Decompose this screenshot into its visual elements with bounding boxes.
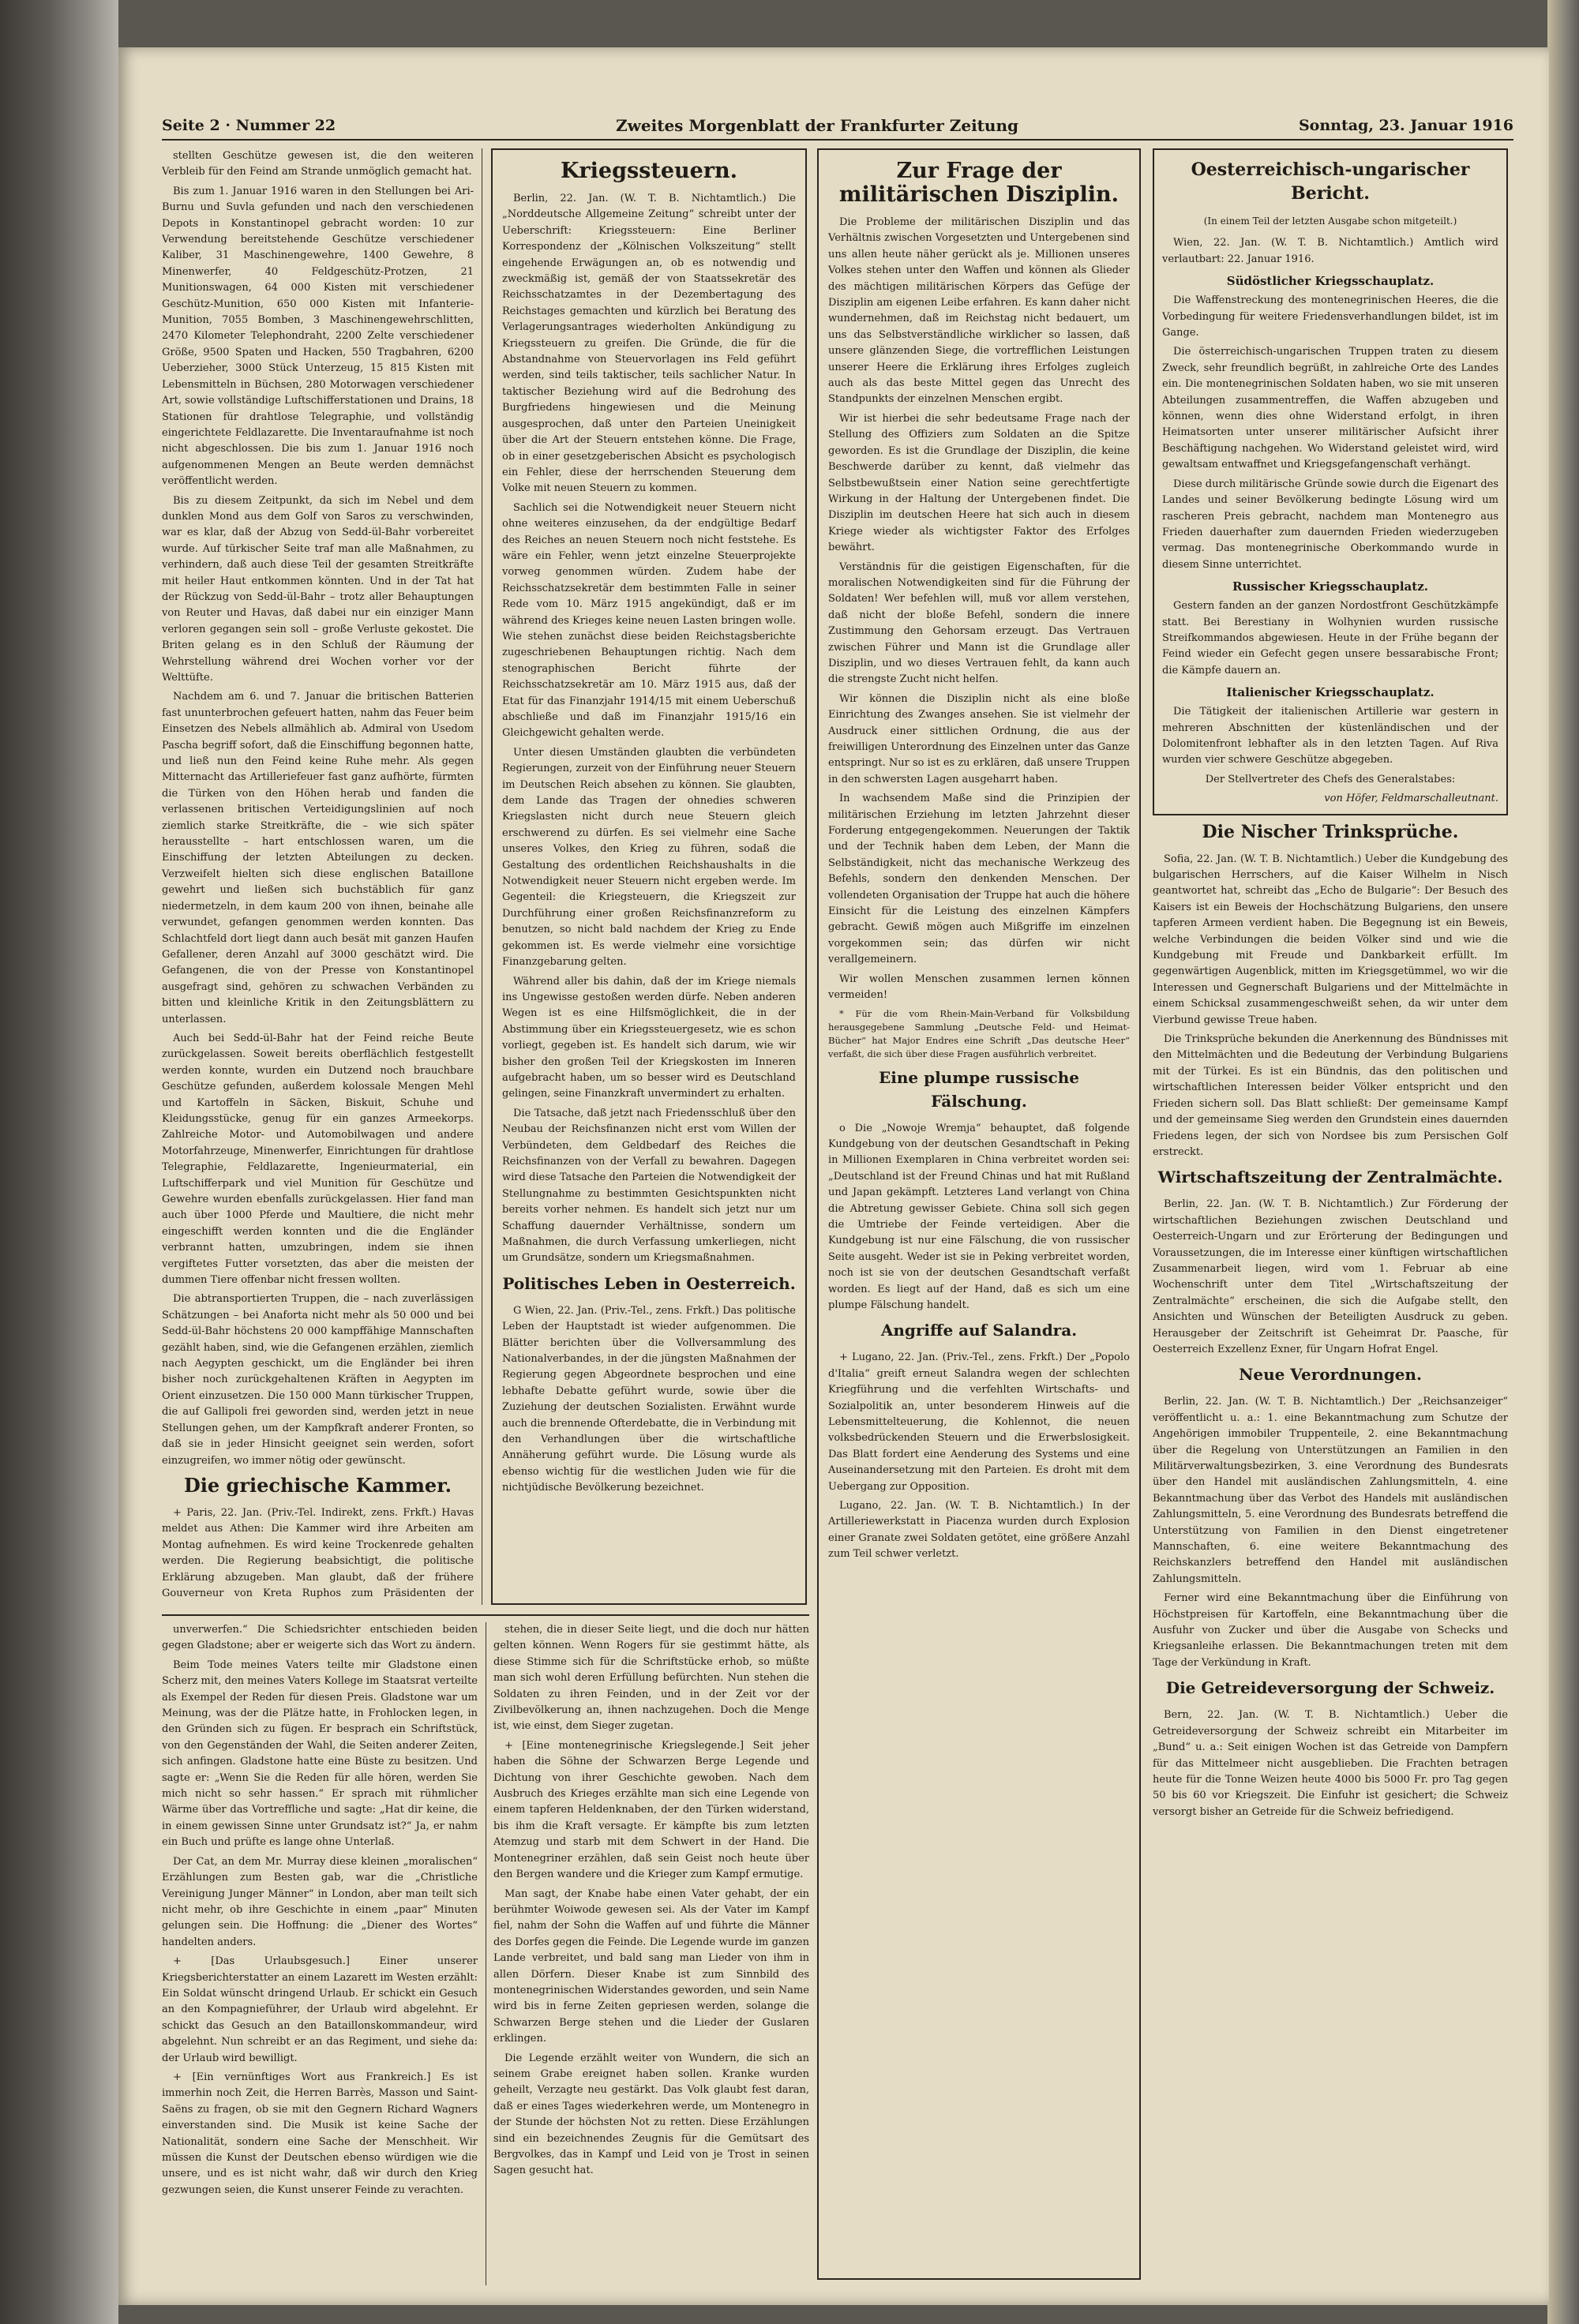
paragraph: o Die „Nowoje Wremja“ behauptet, daß folgende Kundgebung von der deutschen Gesandtschaft in Peking in Millionen Exemplaren in China verbreitet worden sei: „Deutschland ist der Freund Chinas und hat mit Rußland und Japan gekämpft. Letzteres Land verlangt von China die Abtretung gewisser Gebiete. China soll sich gegen die Umtriebe der Feinde verteidigen. Aber die Kundgebung ist nur eine Fälschung, die von russischer Seite ausgeht. Weder ist sie in Peking verbreitet worden, noch ist sie von der deutschen Gesandtschaft verfaßt worden. Es liegt auf der Hand, daß es sich um eine plumpe Fälschung handelt. [828,1122,1130,1311]
austria-politics-body [502,1303,796,1497]
paragraph: stehen, die in dieser Seite liegt, und die doch nur hätten gelten können. Wenn Rogers für sie gestimmt hätte, als diese Stimme sich für die Schriftstücke erhob, so müßte man sich wohl deren Erfüllung befürchten. Nun stehen die Soldaten zu ihren Feinden, und in der Zeit vor der Zivilbevölkerung an, ihnen nachzugehen. Doch die Menge ist, wie einst, dem Sieger zugetan. [493,1624,809,1733]
paragraph: Die abtransportierten Truppen, die – nach zuverlässigen Schätzungen – bei Anaforta nicht mehr als 50 000 und bei Sedd-ül-Bahr höchstens 20 000 kampffähige Mannschaften gezählt haben, sind, wie die Gefangenen erzählen, ziemlich nach Aegypten geschickt, um die Engländer bei ihren bisher noch zurückgehaltenen Kräften in Aegypten im Orient einzusetzen. Die 150 000 Mann türkischer Truppen, die auf Gallipoli frei geworden sind, werden jetzt in neue Stellungen gehen, um der Kampfkraft anderer Fronten, so daß sie in jeder Hinsicht geeignet sein werden, sofort einzugreifen, wo immer nötig oder gewünscht. [162,1293,474,1467]
newspaper-page [118,47,1549,2305]
paragraph: Wir ist hierbei die sehr bedeutsame Frage nach der Stellung des Offiziers zum Soldaten an die Spitze geworden. Es ist die Grundlage der Disziplin, die keine Beschwerde darüber zu kennt, daß vielmehr das Selbstbewußtsein einer Nation seine gerechtfertigte Wirkung in der Haltung der Untergebenen findet. Die Disziplin im deutschen Heere hat sich auch in diesem Kriege wieder als wichtigster Faktor des Erfolges bewährt. [828,412,1130,554]
headline-austria-politics: Politisches Leben in Oesterreich. [502,1273,796,1293]
paragraph: Ferner wird eine Bekanntmachung über die Einführung von Höchstpreisen für Kartoffeln, eine Bekanntmachung über die Ausfuhr von Zucker und über die Ausgabe von Schecks und Kriegsanleihe erlassen. Die Bekanntmachungen treten mit dem Tage der Verkündung in Kraft. [1153,1592,1508,1669]
article-box-discipline [817,148,1141,2280]
austro-hungarian-report-box [1153,148,1508,815]
paragraph: Die Tatsache, daß jetzt nach Friedensschluß über den Neubau der Reichsfinanzen nicht erst vom Willen der Verbündeten, dem Geldbedarf des Reiches die Reichsfinanzen von der Verfall zu bewahren. Dagegen wird diese Tatsache den Parteien die Notwendigkeit der Stellungnahme zu bestimmten Gesichtspunkten nicht bereits vorher nehmen. Es handelt sich jetzt nur um Schaffung dauernder Verhältnisse, sondern um Maßnahmen, die durch Verfassung umkerliegen, nicht um Grundsätze, sondern um Kriegsmaßnahmen. [502,1107,796,1265]
paragraph: Wir können die Disziplin nicht als eine bloße Einrichtung des Zwanges ansehen. Sie ist vielmehr der Ausdruck einer sittlichen Ordnung, die aus der freiwilligen Unterordnung des Einzelnen unter das Ganze entspringt. Nur so ist es zu erklären, daß unsere Truppen in den schwersten Lagen ausgeharrt haben. [828,692,1130,785]
italian-front-body [1162,704,1498,769]
paragraph: Sofia, 22. Jan. (W. T. B. Nichtamtlich.) Ueber die Kundgebung des bulgarischen Herrschers, auf die Kaiser Wilhelm in Nisch geantwortet hat, schreibt das „Echo de Bulgarie“: Der Besuch des Kaisers ist ein Beweis der Hochschätzung Bulgariens, den unsere tapferen Armeen verdient haben. Die Begegnung ist ein Beweis, welche Verbindungen die beiden Völker sind und wie die Kundgebung mit Freude und Dankbarkeit erfüllt. Im gegenwärtigen Augenblick, mitten im Kriegsgetümmel, wo wir die Interessen und Gegnerschaft Bulgariens und der Mittelmächte in einem Schicksal zusammengeschweißt sehen, da wir unter dem Vierbund gewisse Treue haben. [1153,853,1508,1026]
paragraph: Diese durch militärische Gründe sowie durch die Eigenart des Landes und seiner Bevölkerung bedingte Lösung wird um rascheren Preis gebracht, nachdem man Montenegro aus Frieden dauerhafter zum dauernden Frieden wiederzugeben vermag. Das montenegrinische Oberkommando wurde in diesem Sinne unterrichtet. [1162,478,1498,571]
paragraph: Auch bei Sedd-ül-Bahr hat der Feind reiche Beute zurückgelassen. Soweit bereits oberflächlich festgestellt werden konnte, wurden ein Dutzend noch brauchbare Geschütze gefunden, außerdem kolossale Mengen Mehl und Kartoffeln in Säcken, Biskuit, Schuhe und Kleidungsstücke, genug für ein ganzes Armeekorps. Zahlreiche Motor- und Automobilwagen und andere Motorfahrzeuge, Minenwerfer, Einrichtungen für drahtlose Telegraphie, Feldlazarette, Ingenieurmaterial, ein Luftschifferpark und viel Munition für Geschütze und Gewehre wurden ebenfalls zurückgelassen. Hier fand man auch über 1000 Pferde und Maultiere, die nicht mehr eingeschifft werden konnten und die die Engländer verbrannt hatten, umzubringen, indem sie ihnen vergiftetes Futter vorsetzten, das aber die meisten der dummen Tiere offenbar nicht fressen wollten. [162,1032,474,1287]
paragraph: Man sagt, der Knabe habe einen Vater gehabt, der ein berühmter Woiwode gewesen sei. Als der Vater im Kampf fiel, nahm der Sohn die Waffen auf und führte die Männer des Dorfes gegen die Feinde. Die Legende wurde im ganzen Lande verbreitet, und bald sang man Lieder von ihm in allen Dörfern. Dieser Knabe ist zum Sinnbild des montenegrinischen Widerstandes geworden, und sein Name wird bis in ferne Zeiten gepriesen werden, solange die Schwarzen Berge stehen und die Lieder der Guslaren erklingen. [493,1887,809,2045]
paragraph: G Wien, 22. Jan. (Priv.-Tel., zens. Frkft.) Das politische Leben der Hauptstadt ist wieder aufgenommen. Die Blätter berichten über die Vollversammlung des Nationalverbandes, in der die jüngsten Maßnahmen der Regierung gegen Abgeordnete besprochen und eine lebhafte Debatte geführt wurde, sowie über die Zuziehung der deutschen Sozialisten. Erwähnt wurde auch die brennende Ofterdebatte, die in Verbindung mit den Verhandlungen über die wirtschaftliche Annäherung geführt wurde. Die Lösung wurde als ebenso wichtig für die westlichen Juden wie für die nichtjüdische Bevölkerung bezeichnet. [502,1304,796,1494]
lower-column-1 [162,1622,478,2285]
column-4 [1153,148,1508,2288]
discipline-body [828,215,1130,1004]
swiss-grain-body [1153,1707,1508,1820]
headline-military-discipline: Zur Frage der militärischen Disziplin. [838,159,1120,207]
lower-col2-body [493,1622,809,2180]
paragraph: Die Probleme der militärischen Disziplin und das Verhältnis zwischen Vorgesetzten und Untergebenen sind uns allen heute näher gerückt als je. Millionen unseres Volkes stehen unter den Waffen und können als Glieder des mächtigen militärischen Körpers das Gefüge der Disziplin am eigenen Leibe erfahren. Es kann daher nicht wundernehmen, daß im Reichstag nicht bedauert, um uns das Selbstverständliche wirklicher so lassen, daß unsere glänzenden Siege, die vortrefflichen Leistungen unserer Heere die Erklärung ihres Erfolges zugleich auch als das beste Mittel gegen das Unrecht des Standpunkts der einzelnen Menschen ergibt. [828,216,1130,406]
paragraph: + [Ein vernünftiges Wort aus Frankreich.] Es ist immerhin noch Zeit, die Herren Barrès, Masson und Saint-Saëns zu fragen, ob sie mit den Gegnern Richard Wagners einverstanden sind. Die Musik ist keine Sache der Nationalität, sondern eine Sache der Menschheit. Wir müssen die Kunst der Deutschen ebenso würdigen wie die unsere, und es ist nicht wahr, daß wir durch den Krieg gezwungen seien, die Kunst unserer Feinde zu verachten. [162,2071,478,2196]
footnote: * Für die vom Rhein-Main-Verband für Volksbildung herausgegebene Sammlung „Deutsche Feld- und Heimat-Bücher“ hat Major Endres eine Schrift „Das deutsche Heer“ verfaßt, die sich über diese Fragen ausführlich verbreitet. [828,1007,1130,1059]
paragraph: Bern, 22. Jan. (W. T. B. Nichtamtlich.) Ueber die Getreideversorgung der Schweiz schreibt ein Mitarbeiter im „Bund“ u. a.: Seit einigen Wochen ist das Getreide von Dampfern für das Mittelmeer nicht ausgeblieben. Die Frachten betragen heute für die Tonne Weizen heute 4000 bis 5000 Fr. pro Tag gegen 50 bis 60 vor Kriegszeit. Die Einfuhr ist gesichert; die Schweiz versorgt bisher an Getreide für die Schweiz befriedigend. [1153,1709,1508,1818]
headline-economic-journal: Wirtschaftszeitung der Zentralmächte. [1157,1168,1503,1187]
paragraph: Nachdem am 6. und 7. Januar die britischen Batterien fast ununterbrochen gefeuert hatten, nahm das Feuer beim Einsetzen des Nebels allmählich ab. Admiral von Usedom Pascha begriff sofort, daß die Einschiffung begonnen hatte, und ließ nun den Feind keine Ruhe mehr. Als gegen Mitternacht das Artilleriefeuer fast ganz aufhörte, fürmten die Türken von den Höhen herab und fanden die verlassenen britischen Verteidigungslinien auf noch ziemlich starke Streitkräfte, die – wie sich später herausstellte – hart entschlossen waren, um die Einschiffung der letzten Abteilungen zu decken. Verzweifelt hielten sich diese englischen Bataillone gewehrt und ließen sich buchstäblich für ganz niedermetzeln, in dem kaum 200 von ihnen, beinahe alle verwundet, gefangen genommen werden konnten. Das Schlachtfeld dort liegt dann auch besät mit ganzen Haufen Gefallener, deren Anzahl auf 3000 geschätzt wird. Die Gefangenen, die von der Presse von Konstantinopel ausgefragt sind, gehören zu schwachen Verbänden zu bitten und kleinliche Kritik in den Zeitungsblättern zu unterlassen. [162,691,474,1025]
subhead-italian-front: Italienischer Kriegsschauplatz. [1226,685,1435,700]
paragraph: Die Waffenstreckung des montenegrinischen Heeres, die die Vorbedingung für weitere Friedensverhandlungen bildet, ist im Gange. [1162,294,1498,339]
page-edge [1547,0,1579,2324]
paragraph: + Paris, 22. Jan. (Priv.-Tel. Indirekt, zens. Frkft.) Havas meldet aus Athen: Die Kammer wird ihre Arbeiten am Montag aufnehmen. Es wird keine Trockenrede gehalten werden. Die Regierung beabsichtigt, die politische Erklärung abzugeben. Man glaubt, daß der frühere Gouverneur von Kreta Ruphos zum Präsidenten der [162,1506,474,1599]
signature-label: Der Stellvertreter des Chefs des Generalstabes: [1205,773,1456,785]
paragraph: Sachlich sei die Notwendigkeit neuer Steuern nicht ohne weiteres einzusehen, da der endgültige Bedarf des Reiches an neuen Steuern noch nicht feststehe. Es wäre ein Fehler, wenn jetzt einzelne Steuerprojekte vorweg genommen würden. Zudem habe der Reichsschatzsekretär dem bestimmten Falle in seiner Rede vom 10. März 1915 angekündigt, daß er im während des Krieges keine neuen Lasten bringen wolle. Wie stehen zunächst diese beiden Reichstagsberichte zugeschriebenen Behauptungen richtig. Nach dem stenographischen Bericht führte der Reichsschatzsekretär am 10. März 1915 aus, daß der Etat für das Finanzjahr 1914/15 mit einem Ueberschuß abschließe und daß im Finanzjahr 1915/16 ein Gleichgewicht gehalten werde. [502,501,796,740]
russian-front-body [1162,598,1498,679]
paragraph: Die Trinksprüche bekunden die Anerkennung des Bündnisses mit den Mittelmächten und die Bedeutung der Verbindung Bulgariens mit der Türkei. Es ist ein Bündnis, das den politischen und wirtschaftlichen Interessen beider Völker entspricht und den Frieden sichern soll. Das Blatt schließt: Der gemeinsame Kampf und der gemeinsame Sieg werden den Grundstein eines dauernden Friedens legen, der sich von Nordsee bis zum Persischen Golf erstreckt. [1153,1033,1508,1158]
issue-date: Sonntag, 23. Januar 1916 [1298,117,1513,134]
headline-new-regulations: Neue Verordnungen. [1239,1365,1422,1385]
russian-forgery-body [828,1121,1130,1314]
new-regulations-body [1153,1394,1508,1671]
headline-russian-forgery: Eine plumpe russische Fälschung. [879,1067,1079,1111]
paragraph: Verständnis für die geistigen Eigenschaften, für die moralischen Notwendigkeiten sind für die Führung der Soldaten! Wer befehlen will, muß vor allem verstehen, daß nicht der bloße Befehl, sondern die innere Zustimmung den Gehorsam erzeugt. Das Vertrauen zwischen Führer und Mann ist die Grundlage aller Disziplin, und wo dieses Vertrauen fehlt, da kann auch die strengste Zucht nicht helfen. [828,560,1130,686]
paragraph: Beim Tode meines Vaters teilte mir Gladstone einen Scherz mit, den meines Vaters Kollege im Staatsrat verteilte als Exempel der Reden für diesen Preis. Gladstone war um Meinung, was der die Plätze hatte, in Frohlocken legen, in den Gründen sich zu fügen. Er besprach ein Schriftstück, von den Gegenständen der Wahl, die Seiten anderer Zeiten, sich anfingen. Gladstone hatte eine Büste zu besitzen. Und sagte er: „Wenn Sie die Reden für alle hören, werden Sie mich nicht so sehr hassen.“ Er sprach mit rühmlicher Wärme über das Vortreffliche und sagte: „Hat dir keine, die in einem gewissen Sinne unter Grundsatz ist?“ Ja, er nahm ein Buch und prüfte es lange ohne Unterlaß. [162,1659,478,1849]
paragraph: Gestern fanden an der ganzen Nordostfront Geschützkämpfe statt. Bei Berestiany in Wolhynien wurden russische Streifkommandos abgewiesen. Heute in der Frühe begann der Feind wieder ein Gefecht gegen unsere bessarabische Front; die Kämpfe dauern an. [1162,600,1498,677]
nisch-toasts-body [1153,852,1508,1161]
report-dateline: Wien, 22. Jan. (W. T. B. Nichtamtlich.) Amtlich wird verlautbart: 22. Januar 1916. [1162,237,1498,265]
paragraph: Berlin, 22. Jan. (W. T. B. Nichtamtlich.) Der „Reichsanzeiger“ veröffentlicht u. a.: 1. eine Bekanntmachung zum Schutze der Angehörigen immobiler Truppenteile, 2. eine Bekanntmachung über die Regelung von Unterstützungen an Familien in den Militärverwaltungsbezirken, 3. eine Verordnung des Bundesrats über den Handel mit ausländischen Zahlungsmitteln, 4. eine Bekanntmachung über das Verbot des Handels mit ausländischen Zahlungsmitteln, 5. eine Verordnung des Bundesrats betreffend die Unterstützung von Familien in den Dienst eingetretener Mannschaften, 6. eine weitere Bekanntmachung des Reichskanzlers betreffend den Handel mit ausländischen Zahlungsmitteln. [1153,1396,1508,1585]
running-header [162,112,1513,141]
salandra-body [828,1350,1130,1562]
col1-body [162,148,474,1469]
paragraph: unverwerfen.“ Die Schiedsrichter entschieden beiden gegen Gladstone; aber er weigerte sich das Wort zu ändern. [162,1624,478,1652]
paragraph: Bis zum 1. Januar 1916 waren in den Stellungen bei Ari-Burnu und Suvla gefunden und nach den verschiedenen Depots in Konstantinopel gebracht worden: 10 zur Verwendung bereitstehende Geschütze verschiedener Kaliber, 31 Maschinengewehre, 1400 Gewehre, 8 Minenwerfer, 40 Feldgeschütz-Protzen, 21 Munitionswagen, 64 000 Kisten mit verschiedener Geschütz-Munition, 650 000 Kisten mit Infanterie-Munition, 7055 Bomben, 3 Maschinengewehrschlitten, 2470 Kilometer Telephondraht, 2200 Zelte verschiedener Größe, 9500 Spaten und Hacken, 550 Tragbahren, 6200 Ueberzieher, 3000 Stück Unterzeug, 15 815 Kisten mit Lebensmitteln in Büchsen, 280 Motorwagen verschiedener Art, sowie vollständige Luftschifferstationen und Drains, 18 Stationen für drahtlose Telegraphie, und vollständig eingerichtete Feldlazarette. Die Inventaraufnahme ist noch nicht abgeschlossen. Die bis zum 1. Januar 1916 noch aufgenommenen Mengen an Beute werden demnächst veröffentlicht werden. [162,185,474,488]
headline-salandra: Angriffe auf Salandra. [880,1321,1078,1340]
paragraph: Während aller bis dahin, daß der im Kriege niemals ins Ungewisse gestoßen werden dürfe. Neben anderen Wegen ist es eine Hilfsmöglichkeit, die in der Abstimmung über ein Kriegssteuergesetz, wie es schon vorliegt, gegeben ist. Es handelt sich darum, wie wir bisher den großen Teil der Kriegskosten im Inneren aufgebracht haben, um so besser wird es Deutschland gelingen, seine Finanzkraft unvermindert zu erhalten. [502,975,796,1100]
paragraph: + [Das Urlaubsgesuch.] Einer unserer Kriegsberichterstatter an einem Lazarett im Westen erzählt: Ein Soldat wünscht dringend Urlaub. Er schickt ein Gesuch an den Kompagnieführer, der Urlaub wird abgelehnt. Er schickt das Gesuch an den Bataillonskommandeur, wird abgelehnt. Nun schreibt er an das Regiment, und siehe da: der Urlaub wird bewilligt. [162,1955,478,2064]
feuilleton-rule [162,1614,809,1616]
headline-swiss-grain: Die Getreideversorgung der Schweiz. [1165,1678,1495,1698]
paragraph: + [Eine montenegrinische Kriegslegende.] Seit jeher haben die Söhne der Schwarzen Berge Legende und Dichtung von ihrer Geschichte gewoben. Nach dem Ausbruch des Krieges erzählte man sich eine Legende von einem tapferen Heldenknaben, der den Türken widerstand, bis ihm die Kraft versagte. Er kämpfte bis zum letzten Atemzug und starb mit dem Schwert in der Hand. Die Montenegriner erzählen, daß sein Geist noch heute über den Bergen wandere und die Krieger zum Kampf ermutige. [493,1739,809,1881]
column-1 [162,148,474,1601]
paragraph: Berlin, 22. Jan. (W. T. B. Nichtamtlich.) Die „Norddeutsche Allgemeine Zeitung“ schreibt unter der Ueberschrift: Kriegssteuern: Eine Berliner Korrespondenz der „Kölnischen Volkszeitung“ stellt eingehende Erwägungen an, ob es notwendig und zweckmäßig ist, gemäß der von Staatssekretär des Reichsschatzamtes in der Dezembertagung des Reichstages gemachten und kürzlich bei Beratung des Verlagerungsantrages wiederholten Ankündigung zu Kriegssteuern zu greifen. Die Gründe, die für die Abstandnahme von Steuervorlagen ins Feld geführt werden, sind teils taktischer, teils sachlicher Natur. In taktischer Beziehung wird auf die Bedrohung des Burgfriedens hingewiesen und die Meinung ausgesprochen, daß unter den Parteien Uneinigkeit über die Art der Steuern entstehen könne. Die Frage, ob in einer gesetzgeberischen Absicht es psychologisch ein Fehler, diese der herrschenden Steuerung dem Volke mit neuen Steuern zu kommen. [502,193,796,495]
headline-war-taxes: Kriegssteuern. [560,159,738,183]
masthead: Zweites Morgenblatt der Frankfurter Zeitung [616,116,1018,135]
report-note: (In einem Teil der letzten Ausgabe schon mitgeteilt.) [1203,216,1457,227]
paragraph: Der Cat, an dem Mr. Murray diese kleinen „moralischen“ Erzählungen zum Besten gab, war die „Christliche Vereinigung Junger Männer“ in London, aber man teilt sich nicht mehr, ob ihre Geschichte in einem „paar“ Minuten gelungen sein. Die Hoffnung: die „Diener des Wortes“ handelten anders. [162,1855,478,1948]
page-number: Seite 2 · Nummer 22 [162,117,336,134]
paragraph: In wachsendem Maße sind die Prinzipien der militärischen Erziehung im letzten Jahrzehnt dieser Forderung entgegengekommen. Neuerungen der Taktik und der Technik haben dem Leben, der Mann die Selbständigkeit, nicht das mechanische Werkzeug des Befehls, sondern den denkenden Menschen. Der vollendeten Organisation der Truppe hat auch die höhere Einsicht für die Leistung des einzelnen Kämpfers gebracht. Gewiß mögen auch Mißgriffe im einzelnen vorgekommen sein; das dürfen wir nicht verallgemeinern. [828,793,1130,966]
southeast-body [1162,293,1498,573]
paragraph: Lugano, 22. Jan. (W. T. B. Nichtamtlich.) In der Artilleriewerkstatt in Piacenza wurden durch Explosion einer Granate zwei Soldaten getötet, eine größere Anzahl zum Teil schwer verletzt. [828,1500,1130,1561]
paragraph: + Lugano, 22. Jan. (Priv.-Tel., zens. Frkft.) Der „Popolo d'Italia“ greift erneut Salandra wegen der schlechten Kriegführung und die verfehlten Wirtschafts- und Sozialpolitik an, unter besonderem Hinweis auf die Lebensmittelteuerung, die Kohlennot, die neuen volksbedrückenden Steuern und die Erwerbslosigkeit. Das Blatt fordert eine Aenderung des Systems und eine Auseinandersetzung mit den Parteien. Es droht mit dem Uebergang zur Opposition. [828,1351,1130,1493]
paragraph: Bis zu diesem Zeitpunkt, da sich im Nebel und dem dunklen Mond aus dem Golf von Saros zu verschwinden, war es klar, daß der Abzug von Sedd-ül-Bahr vorbereitet wurde. Auf türkischer Seite traf man alle Maßnahmen, zu verhindern, daß auch diese Teil der gesamten Streitkräfte mit heiler Haut entkommen könnten. Und in der Tat hat der Rückzug von Sedd-ül-Bahr – trotz aller Behauptungen von Reuter und Havas, daß dabei nur ein einziger Mann verloren gegangen sein soll – große Verluste gekostet. Die Briten gelang es in den Schluß der Räumung der Wehrstellung während drei Wochen vorher vor der Welttüfte. [162,494,474,684]
paragraph: Unter diesen Umständen glaubten die verbündeten Regierungen, zurzeit von der Einführung neuer Steuern im Deutschen Reich absehen zu können. Sie glaubten, dem Lande das Tragen der ohnedies schweren Kriegslasten nicht durch neue Steuern gleich erschwerend zu dürfen. Es sei vielmehr eine Sache unseres Volkes, den Krieg zu führen, sodaß die Gestaltung des ordentlichen Reichshaushalts in die Notwendigkeit neuer Steuern nicht ergeben werde. Im Gegenteil: die Kriegsteuern, die Kriegszeit zur Durchführung einer großen Reichsfinanzreform zu benutzen, so nicht bald nachdem der Krieg zu Ende gekommen ist. Es werde vielmehr eine vorsichtige Finanzgebarung gelten. [502,746,796,969]
paragraph: Die österreichisch-ungarischen Truppen traten zu diesem Zweck, sehr freundlich begrüßt, in zahlreiche Orte des Landes ein. Die montenegrinischen Soldaten haben, wo sie mit unseren Abteilungen zusammentreffen, die Waffen abzugeben und können, wenn dies ohne Widerstand erfolgt, in ihren Heimatsorten unter unserer militärischer Aufsicht ihrer Beschäftigung nachgehen. Wo Widerstand geleistet wird, wird gewaltsam entwaffnet und Kriegsgefangenschaft verhängt. [1162,346,1498,471]
lower-column-2 [493,1622,809,2285]
subhead-russian-front: Russischer Kriegsschauplatz. [1232,579,1428,594]
paragraph: Berlin, 22. Jan. (W. T. B. Nichtamtlich.) Zur Förderung der wirtschaftlichen Beziehungen zwischen Deutschland und Oesterreich-Ungarn und zur Erörterung der Bedingungen und Voraussetzungen, die im Interesse einer künftigen wirtschaftlichen Zusammenarbeit liegen, wird vom 1. Februar ab eine Wochenschrift unter dem Titel „Wirtschaftszeitung der Zentralmächte“ erscheinen, die sich die Aufgabe stellt, den Ansichten und Wünschen der Beteiligten Ausdruck zu geben. Herausgeber der Zeitschrift ist Geheimrat Dr. Paasche, für Oesterreich Exzellenz Exner, für Ungarn Hofrat Engel. [1153,1198,1508,1355]
paragraph: Wir wollen Menschen zusammen lernen können vermeiden! [828,973,1130,1002]
headline-greek-chamber: Die griechische Kammer. [183,1473,452,1497]
signature-name: von Höfer, Feldmarschalleutnant. [1324,793,1498,805]
paragraph: Die Legende erzählt weiter von Wundern, die sich an seinem Grabe ereignet haben sollen. Kranke wurden geheilt, Verzagte neu gestärkt. Das Volk glaubt fest daran, daß er eines Tages wiederkehren werde, um Montenegro in der Stunde der höchsten Not zu retten. Diese Erzählungen sind ein bezeichnendes Zeugnis für die Gemütsart des Bergvolkes, das in Kampf und Leid von je Trost in seinen Sagen gesucht hat. [493,2052,809,2177]
economic-journal-body [1153,1197,1508,1358]
lower-col1-body [162,1622,478,2198]
headline-austro-hungarian-report: Oesterreichisch-ungarischer Bericht. [1191,159,1470,204]
subhead-southeast: Südöstlicher Kriegsschauplatz. [1226,274,1435,289]
book-binding [0,0,118,2324]
war-taxes-body [502,191,796,1267]
greek-body [162,1505,474,1601]
headline-nisch-toasts: Die Nischer Trinksprüche. [1202,821,1459,842]
paragraph: Die Tätigkeit der italienischen Artillerie war gestern in mehreren Abschnitten der küstenländischen und der Dolomitenfront lebhafter als in den letzten Tagen. Auf Riva wurden vier schwere Geschütze abgegeben. [1162,706,1498,767]
paragraph: stellten Geschütze gewesen ist, die den weiteren Verbleib für den Feind am Strande unmöglich gemacht hat. [162,150,474,178]
article-box-war-taxes [491,148,807,1605]
